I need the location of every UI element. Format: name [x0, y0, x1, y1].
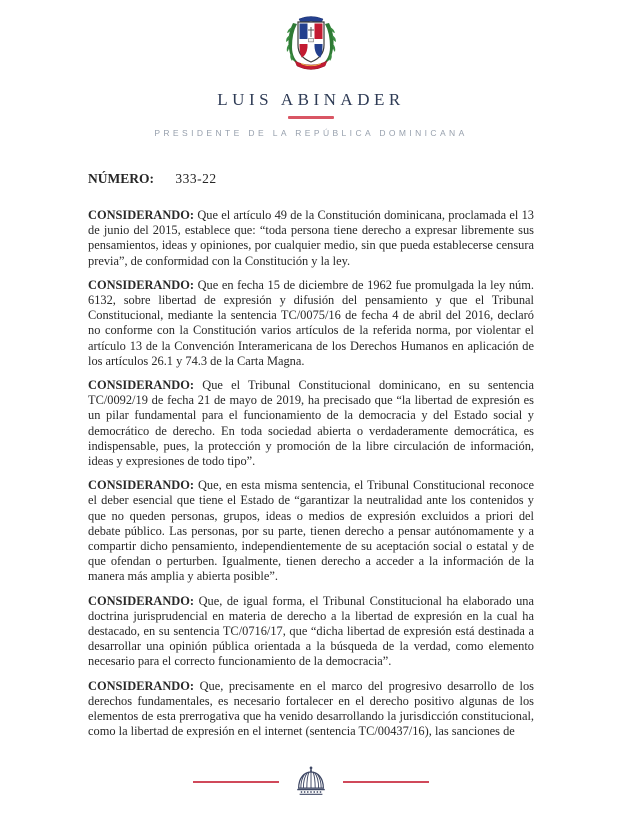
considerando-lead: CONSIDERANDO:: [88, 277, 195, 292]
considerando-lead: CONSIDERANDO:: [88, 208, 195, 222]
considerando-paragraph-2: [88, 278, 534, 369]
footer-red-line-left: [193, 781, 279, 783]
footer-red-line-right: [343, 781, 429, 783]
decree-number-label: NÚMERO:: [88, 171, 154, 186]
considerando-lead: CONSIDERANDO:: [88, 378, 195, 393]
national-palace-dome-icon: [292, 765, 330, 799]
considerando-lead: CONSIDERANDO:: [88, 678, 195, 693]
considerando-text: Que el Tribunal Constitucional dominicano, en su sentencia TC/0092/19 de fecha 21 de mayo de 2019, ha precisado que “la libertad de expresión es un pilar fundamental para el funcionamiento de la democracia y del Estado social y democrático de derecho. En toda sociedad abierta o verdaderamente democrática, es indispensable, pues, la protección y promoción de la libre circulación de información, ideas y expresiones de todo tipo”.: [88, 378, 534, 469]
considerando-lead: CONSIDERANDO:: [88, 478, 195, 493]
considerando-lead: CONSIDERANDO:: [88, 593, 195, 608]
dominican-coat-of-arms-icon: [279, 13, 343, 75]
document-body: [0, 171, 622, 740]
decree-number-line: [88, 171, 534, 187]
considerando-paragraph-4: [88, 478, 534, 584]
considerando-paragraph-6: [88, 679, 534, 740]
red-divider-rule: [288, 116, 334, 119]
considerando-text: Que el artículo 49 de la Constitución dominicana, proclamada el 13 de junio del 2015, establece que: “toda persona tiene derecho a expresar libremente sus pensamientos, ideas y opiniones, por cualquier medio, sin que pueda establecerse censura previa”, de conformidad con la Constitución y la ley.: [88, 208, 534, 268]
page-footer: [0, 765, 622, 805]
president-name: LUIS ABINADER: [217, 90, 405, 109]
considerando-section: [88, 208, 534, 740]
considerando-text: Que en fecha 15 de diciembre de 1962 fue promulgada la ley núm. 6132, sobre libertad de expresión y difusión del pensamiento y que el Tribunal Constitucional, mediante la sentencia TC/0075/16 de fecha 4 de abril del 2016, declaró no conforme con la Constitución varios artículos de la referida norma, por violentar el artículo 13 de la Convención Interamericana de los Derechos Humanos en aplicación de los artículos 26.1 y 74.3 de la Carta Magna.: [88, 277, 534, 368]
decree-number-value: 333-22: [175, 171, 217, 186]
letterhead: [0, 0, 622, 138]
considerando-text: Que, precisamente en el marco del progresivo desarrollo de los derechos fundamentales, es necesario fortalecer en el derecho positivo algunas de los elementos de esta prerrogativa que ha venido desarrollando la jurisdicción constitucional, como la libertad de expresión en el internet (sentencia TC/00437/16), las sanciones de: [88, 678, 534, 739]
considerando-text: Que, de igual forma, el Tribunal Constitucional ha elaborado una doctrina jurisprudencial en materia de derecho a la libertad de expresión en la cual ha destacado, en su sentencia TC/0716/17, que “dicha libertad de expresión está destinada a desarrollar una opinión pública orientada a la búsqueda de la verdad, como elemento necesario para el correcto funcionamiento de la democracia”.: [88, 593, 534, 669]
considerando-paragraph-1: [88, 208, 534, 269]
president-title: PRESIDENTE DE LA REPÚBLICA DOMINICANA: [154, 128, 468, 138]
considerando-text: Que, en esta misma sentencia, el Tribunal Constitucional reconoce el deber esencial que tiene el Estado de “garantizar la neutralidad ante los contenidos y que no queden personas, grupos, ideas o medios de expresión excluidos a priori del debate público. Las personas, por su parte, tienen derecho a pensar autónomamente y a compartir dicho pensamiento, independientemente de su aceptación social o estatal y de que ofendan o perturben. Igualmente, tienen derecho a acceder a la información de la manera más amplia y abierta posible”.: [88, 478, 534, 584]
considerando-paragraph-5: [88, 594, 534, 670]
considerando-paragraph-3: [88, 378, 534, 469]
